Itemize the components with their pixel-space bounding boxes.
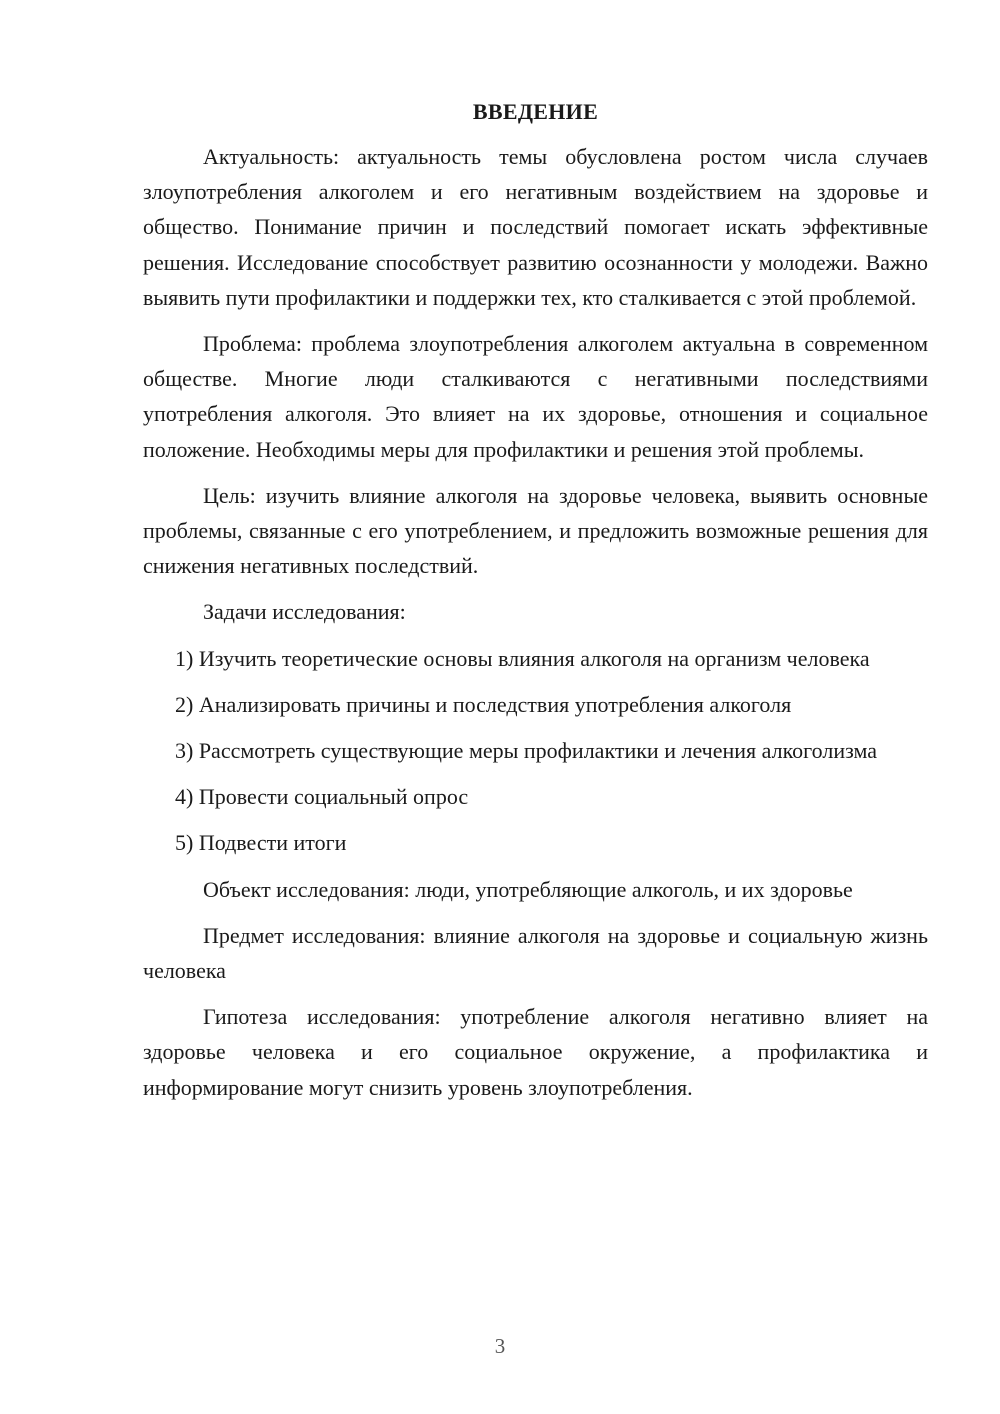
page-number: 3 xyxy=(494,1334,506,1358)
task-item-5: 5) Подвести итоги xyxy=(175,830,347,856)
paragraph-relevance: Актуальность: актуальность темы обусловлена ростом числа случаев злоупотребления алкоголем и его негативным воздействием на здоровье и общество. Понимание причин и последствий помогает искать эффективные решения. Исследование способствует развитию осознанности у молодежи. Важно выявить пути профилактики и поддержки тех, кто сталкивается с этой проблемой. xyxy=(143,144,928,310)
paragraph-subject: Предмет исследования: влияние алкоголя на здоровье и социальную жизнь человека xyxy=(143,922,928,984)
task-item-3: 3) Рассмотреть существующие меры профилактики и лечения алкоголизма xyxy=(175,738,878,764)
task-item-1: 1) Изучить теоретические основы влияния алкоголя на организм человека xyxy=(175,645,870,671)
paragraph-object: Объект исследования: люди, употребляющие алкоголь, и их здоровье xyxy=(203,876,853,902)
task-item-4: 4) Провести социальный опрос xyxy=(175,784,469,810)
paragraph-problem: Проблема: проблема злоупотребления алкоголем актуальна в современном обществе. Многие люди сталкиваются с негативными последствиями употребления алкоголя. Это влияет на их здоровье, отношения и социальное положение. Необходимы меры для профилактики и решения этой проблемы. xyxy=(143,331,928,462)
task-item-2: 2) Анализировать причины и последствия употребления алкоголя xyxy=(175,691,792,717)
document-page xyxy=(143,94,928,1105)
paragraph-hypothesis: Гипотеза исследования: употребление алкоголя негативно влияет на здоровье человека и его социальное окружение, а профилактика и информирование могут снизить уровень злоупотребления. xyxy=(143,1004,928,1100)
paragraph-tasks-heading: Задачи исследования: xyxy=(203,599,406,625)
section-title: ВВЕДЕНИЕ xyxy=(472,99,599,124)
paragraph-goal: Цель: изучить влияние алкоголя на здоровье человека, выявить основные проблемы, связанные с его употреблением, и предложить возможные решения для снижения негативных последствий. xyxy=(143,482,928,579)
